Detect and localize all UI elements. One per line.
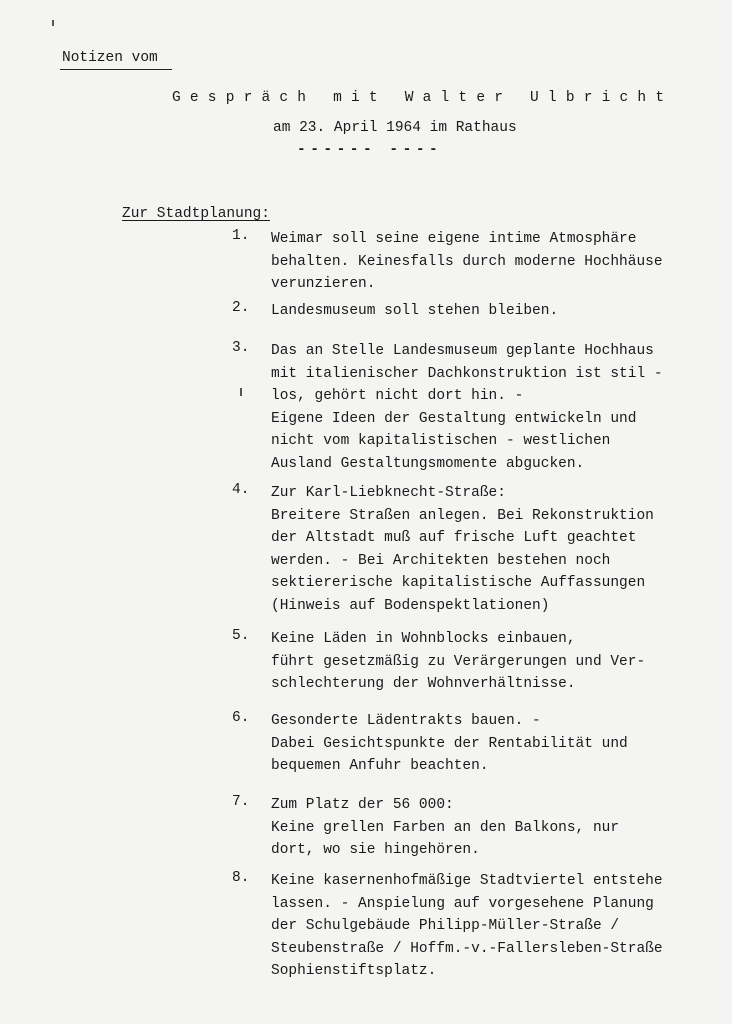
document-title: Gespräch mit Walter Ulbricht <box>172 90 674 106</box>
section-heading: Zur Stadtplanung: <box>122 206 270 222</box>
item-line: dort, wo sie hingehören. <box>271 842 480 858</box>
item-line: werden. - Bei Architekten bestehen noch <box>271 552 611 569</box>
item-line: Das an Stelle Landesmuseum geplante Hochhaus <box>271 343 654 359</box>
item-line: Ausland Gestaltungsmomente abgucken. <box>271 455 585 472</box>
item-line: Weimar soll seine eigene intime Atmosphäre <box>271 231 637 247</box>
item-number: 6. <box>232 710 250 726</box>
title-dash-rule: ------ ---- <box>297 142 443 158</box>
item-number: 3. <box>232 340 250 356</box>
item-text <box>271 228 711 296</box>
item-number: 4. <box>232 482 250 498</box>
item-line: Keine kasernenhofmäßige Stadtviertel entstehe <box>271 873 663 889</box>
item-line: verunzieren. <box>271 276 376 292</box>
item-line: Keine grellen Farben an den Balkons, nur <box>271 819 620 836</box>
item-line: Gesonderte Lädentrakts bauen. - <box>271 713 541 729</box>
item-text <box>271 710 711 778</box>
item-line: Zur Karl-Liebknecht-Straße: <box>271 485 506 501</box>
item-number: 5. <box>232 628 250 644</box>
item-text <box>271 628 711 696</box>
item-line: los, gehört nicht dort hin. - <box>271 388 524 404</box>
stray-mark <box>52 20 54 26</box>
item-line: Sophienstiftsplatz. <box>271 963 437 979</box>
item-line: sektiererische kapitalistische Auffassungen <box>271 575 646 591</box>
item-line: Zum Platz der 56 000: <box>271 797 454 813</box>
stray-mark <box>240 388 242 396</box>
header-underline <box>60 69 172 70</box>
item-line: führt gesetzmäßig zu Verärgerungen und Ver- <box>271 653 646 670</box>
item-text <box>271 870 711 983</box>
item-line: Breitere Straßen anlegen. Bei Rekonstruktion <box>271 507 654 524</box>
item-line: bequemen Anfuhr beachten. <box>271 758 489 774</box>
item-line: Keine Läden in Wohnblocks einbauen, <box>271 631 576 647</box>
item-line: der Altstadt muß auf frische Luft geachtet <box>271 530 637 546</box>
item-line: lassen. - Anspielung auf vorgesehene Planung <box>271 895 654 912</box>
item-line: (Hinweis auf Bodenspektlationen) <box>271 597 550 614</box>
item-line: behalten. Keinesfalls durch moderne Hochhäuse <box>271 253 663 270</box>
header-label: Notizen vom <box>62 50 158 66</box>
item-number: 2. <box>232 300 250 316</box>
item-line: Eigene Ideen der Gestaltung entwickeln und <box>271 410 637 427</box>
item-text <box>271 340 711 475</box>
item-text <box>271 794 711 862</box>
item-line: Dabei Gesichtspunkte der Rentabilität und <box>271 735 628 752</box>
item-text <box>271 300 711 323</box>
item-line: Steubenstraße / Hoffm.-v.-Fallersleben-Straße <box>271 940 663 957</box>
item-number: 7. <box>232 794 250 810</box>
item-line: schlechterung der Wohnverhältnisse. <box>271 676 576 692</box>
document-subtitle: am 23. April 1964 im Rathaus <box>273 120 517 136</box>
item-line: nicht vom kapitalistischen - westlichen <box>271 433 611 449</box>
item-number: 1. <box>232 228 250 244</box>
item-text <box>271 482 711 617</box>
item-line: mit italienischer Dachkonstruktion ist stil - <box>271 365 663 382</box>
item-line: Landesmuseum soll stehen bleiben. <box>271 303 559 319</box>
item-line: der Schulgebäude Philipp-Müller-Straße / <box>271 918 620 934</box>
item-number: 8. <box>232 870 250 886</box>
